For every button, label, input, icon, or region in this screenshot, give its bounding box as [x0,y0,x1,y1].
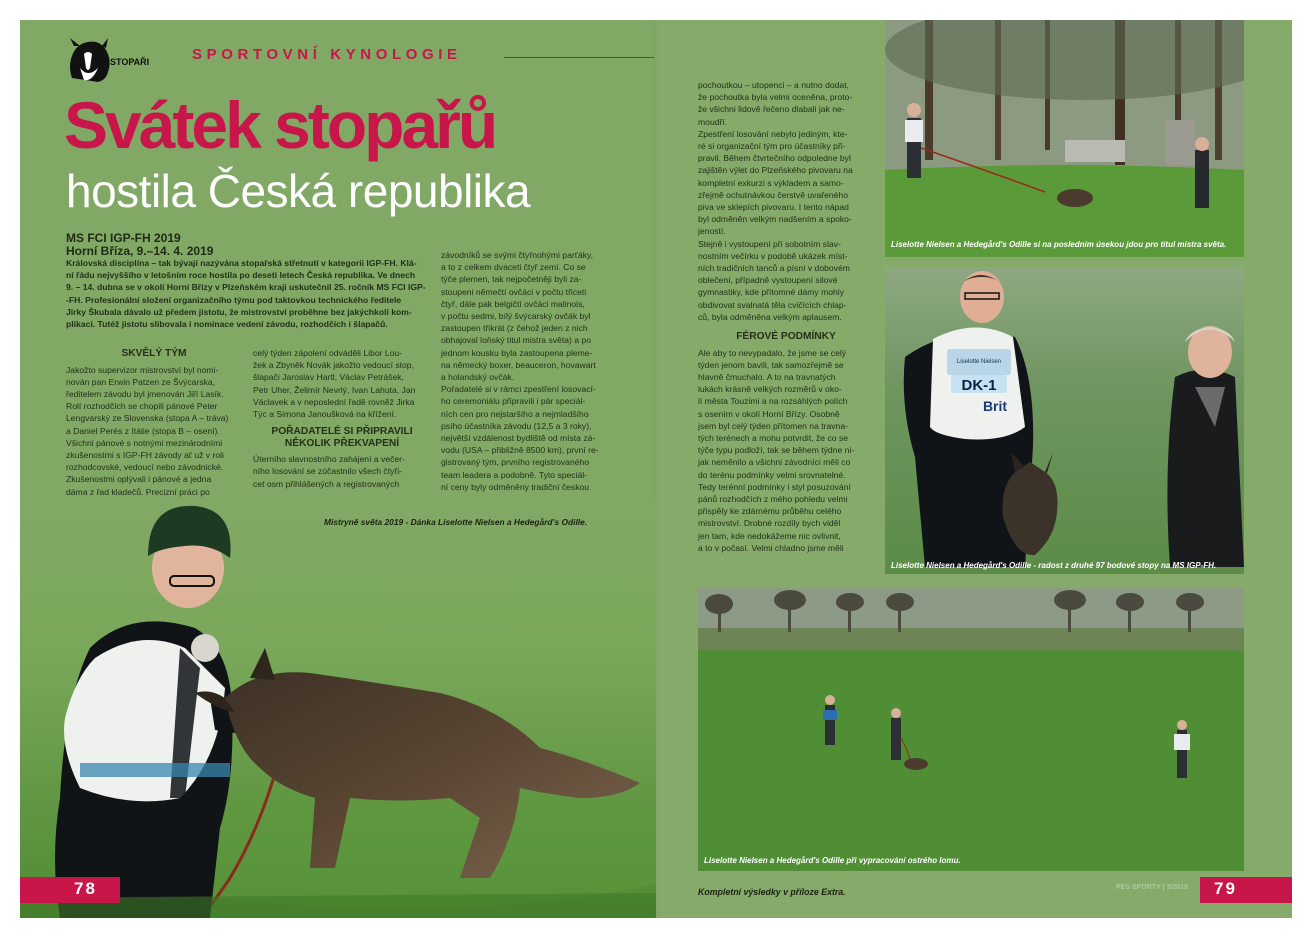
text-line: ré si organizační tým pro účastníky při- [698,141,846,152]
text-line: Týc a Simona Janoušková na křížení. [253,409,397,420]
text-line: pochoutkou – utopenci – a nutno dodat, [698,80,849,90]
text-line: Všichni pánové s notnými mezinárodními [66,437,223,448]
text-line: že pochoutka byla velmi oceněna, proto- [698,92,853,103]
text-line: týden jenom bavili, tak samozřejmě se [698,359,844,370]
text-line: závodníků se svými čtyřnohými parťáky, [441,250,594,260]
text-line: zřejmě ochutnávkou čerstvě uvařeného [698,189,848,200]
text-line: Jakožto supervizor mistrovství byl nomi- [66,364,219,375]
text-line: s osením v okolí Horní Břízy. Osobně [698,408,840,419]
lead-line: Jirky Škubala dávalo už předem jistotu, že mistrovství proběhne bez jakýchkoli kom- [66,306,412,317]
text-line: ních cen pro nejstaršího a nejmladšího [441,408,589,419]
text-line: jen tam, kde nedokážeme nic ovlivnit, [698,530,841,541]
text-line: zajištěn výlet do Plzeňského pivovaru na [698,165,853,176]
text-line: Pořadatelé si v rámci zpestření losovací- [441,384,596,395]
lead-line: plikací. Tutéž jistotu slibovala i nominace vedení závodu, rozhodčích i šlapačů. [66,319,388,330]
text-line: jeností. [698,226,726,237]
text-line: šlapači Jaroslav Hartl, Václav Petrášek, [253,372,404,383]
text-line: pravil. Během čtvrtečního odpoledne byl [698,153,851,164]
lead-line: -FH. Profesionální složení organizačního týmu pod taktovkou technického ředitele [66,294,402,305]
text-line: ředitelem závodu byl jmenován Jiří Lasík. [66,388,224,399]
vest-name-text: Liselotte Nielsen [956,359,1002,365]
event-name: MS FCI IGP-FH 2019 [66,231,181,245]
text-line: a Daniel Perés z Itálie (stopa B – osení). [66,425,220,436]
vest-sponsor-text: Brit [982,398,1008,414]
text-line: Václavek a v neposlední řadě rovněž Jirka [253,396,415,407]
text-line: zastoupen třikrát (z čehož jeden z nich [441,323,588,334]
section-rule [504,57,654,58]
main-photo-caption: Mistryně světa 2019 - Dánka Liselotte Nielsen a Hedegård's Odille. [324,517,588,527]
results-footnote: Kompletní výsledky v příloze Extra. [698,887,846,897]
text-line: ní ceny byly odměněny tradiční českou [441,481,590,492]
mid-right-photo-caption: Liselotte Nielsen a Hedegård's Odille - radost z druhé 97 bodové stopy na MS IGP-FH. [891,561,1217,570]
text-line: ního losování se zúčastnilo všech čtyři- [253,466,403,477]
text-line: přispěly ke zdárnému průběhu celého [698,506,842,517]
text-line: a to v počasí. Velmi chladno jsme měli [698,542,844,553]
text-line: čtyř, dále pak belgičtí ovčáci malinois, [441,298,585,309]
text-line: Tedy terénní podmínky i styl posuzování [698,481,851,492]
column-3 [441,249,615,493]
lead-line: Královská disciplína – tak bývají nazývána stopařská střetnutí v kategorii IGP-FH. Klá- [66,258,417,268]
text-line: Rolí rozhodčích se chopili pánové Peter [66,401,218,412]
text-line: Stejně i vystoupení při sobotním slav- [698,238,841,249]
text-line: týče typu podloží, tak se během týdne ni- [698,445,855,456]
top-right-photo-caption: Liselotte Nielsen a Hedegård's Odille si na posledním úsekou jdou pro titul mistra světa. [891,240,1227,249]
text-line: piva ve sklepích pivovaru. I tento nápad [698,202,849,213]
column-2 [253,347,431,490]
bottom-right-photo-caption: Liselotte Nielsen a Hedegård's Odille při vypracování ostrého lomu. [704,856,961,865]
text-line: oblečení, případně vystoupení silové [698,275,838,286]
main-photo [20,498,656,918]
text-line: jednom kousku byla zastoupena pleme- [441,347,593,358]
text-line: team leadera a podobně. Tyto speciál- [441,469,588,480]
section-title: SPORTOVNÍ KYNOLOGIE [192,46,462,63]
page-number-left: 78 [74,879,97,898]
text-line: do terénu podmínky velmi srovnatelné. [698,469,846,480]
text-line: zkušenostmi s IGP-FH závody ať už v roli [66,449,224,460]
lead-paragraph [66,257,432,330]
subhead-prekvapeni: NĚKOLIK PŘEKVAPENÍ [284,437,400,449]
text-line: tých terénech a mohu potvrdit, že co se [698,432,848,443]
text-line: Zpestření losování nebylo jediným, kte- [698,128,848,139]
lead-line: 9. – 14. dubna se v okolí Horní Břízy v Plzeňském kraji uskutečnil 25. ročník MS FCI IGP- [66,282,426,293]
vest-number-text: DK-1 [961,377,997,394]
text-line: a holandský ovčák. [441,372,515,383]
page-number-right: 79 [1214,879,1237,898]
text-line: jsem byl celý týden přítomen na travna- [698,420,848,431]
text-line: byl odměněn velkým nadšením a spoko- [698,214,852,225]
text-line: dáma z řad kladečů. Precizní práci po [66,486,210,497]
text-line: a to z celkem dvaceti čtyř zemí. Co se [441,262,586,273]
stopari-dog-logo-icon [62,38,114,84]
bottom-right-photo [698,588,1244,871]
text-line: rozhodcovské, vedoucí nebo závodnické. [66,462,224,473]
lead-line: ní řádu nejvyššího v letošním roce hostila po deseti letech Česká republika. Ve dnech [66,270,416,281]
text-line: celý týden zápolení odváděli Libor Lou- [253,348,403,358]
text-line: ců, byla odměněna velkým aplausem. [698,311,842,322]
text-line: na německý boxer, beauceron, hovawart [441,359,596,370]
text-line: obdivovat svalnatá těla cvičících chlap- [698,299,847,310]
subhead-poradatele: POŘADATELÉ SI PŘIPRAVILI [271,426,413,438]
text-line: vodu (USA – přibližně 8500 km), první re- [441,445,599,456]
text-line: Úterního slavnostního zahájení a večer- [253,454,405,465]
subhead-ferove-podminky: FÉROVÉ PODMÍNKY [736,331,836,343]
text-line: že všichni lidově řečeno dlabali jak ne- [698,104,845,115]
text-line: ních tradičních tanců a písní v dobovém [698,263,850,274]
text-line: ho ceremoniálu připravili i pár speciál- [441,396,586,407]
subhead-skvely-tym: SKVĚLÝ TÝM [121,348,187,359]
text-line: moudří. [698,116,728,127]
text-line: psího účastníka závodu (12,5 a 3 roky), [441,420,592,431]
text-line: největší vzdálenost bydliště od místa zá- [441,433,596,444]
text-line: obhajoval loňský titul mistra světa) a po [441,335,591,346]
article-title: Svátek stopařů [64,88,496,162]
text-line: lí města Touzimi a na rozsáhlých polích [698,396,848,407]
article-subtitle: hostila Česká republika [66,165,531,217]
text-line: jak neměnilo a všichni závodníci měli co [698,457,851,468]
footer-running-head: PES SPORTY | 3/2019 [1116,884,1188,891]
text-line: žek a Zbyněk Novák jakožto vedoucí stop, [253,360,414,371]
text-line: nostním večírku v podobě ukázek míst- [698,250,848,261]
text-line: hlavně čmuchalo. A to na travnatých [698,371,836,382]
text-line: cet osm přihlášených a registrovaných [253,478,400,489]
text-line: v počtu sedmi, bílý švýcarský ovčák byl [441,311,591,322]
top-right-photo [885,20,1244,257]
text-line: týče plemen, tak nejpočetněji byli za- [441,274,582,285]
text-line: nován pan Erwin Patzen ze Švýcarska, [66,376,216,387]
column-4 [698,79,874,554]
text-line: Lengvarský ze Slovenska (stopa A – tráva) [66,413,229,424]
text-line: stoupeni němečtí ovčáci v počtu třiceti [441,286,587,297]
text-line: Petr Uher, Želimír Nevrlý, Ivan Lahuta, Jan [253,384,416,395]
text-line: gymnastiky, kde přítomné dámy mohly [698,287,844,298]
text-line: lukách krásně velkých rozměrů v oko- [698,384,842,395]
event-place-date: Horní Bříza, 9.–14. 4. 2019 [66,244,214,258]
column-1 [66,343,242,498]
text-line: Zkušenostmi oplývali i pánové a jedna [66,474,212,485]
text-line: pánů rozhodčích z mého pohledu velmi [698,494,848,504]
mid-right-photo [885,267,1244,574]
logo-text: STOPAŘI [110,57,150,67]
text-line: kompletní exkurzi s výkladem a samo- [698,177,844,188]
page-number-bar-left [20,877,120,903]
text-line: mistrovství. Drobné rozdíly bych viděl [698,518,841,529]
text-line: gistrovaný tým, prvního registrovaného [441,457,590,468]
text-line: Ale aby to nevypadalo, že jsme se celý [698,347,847,358]
